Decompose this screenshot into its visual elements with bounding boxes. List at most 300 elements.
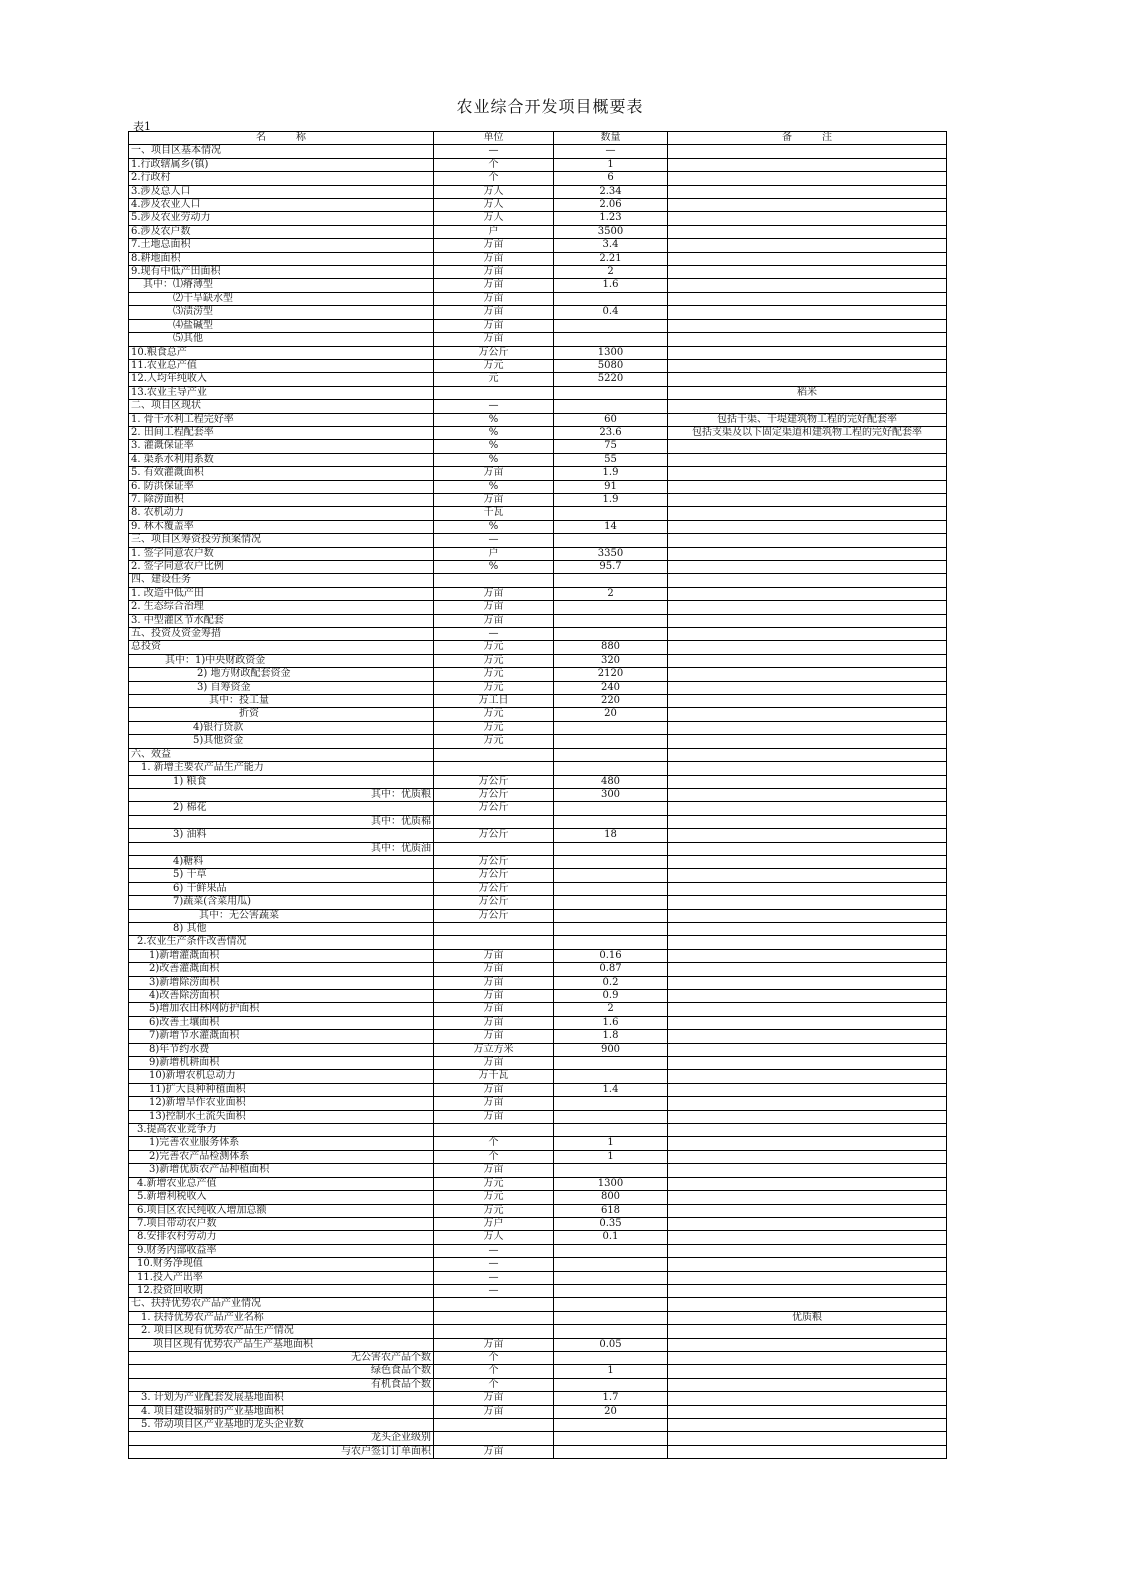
row-value [554, 1110, 668, 1123]
row-remark [668, 802, 947, 815]
row-name: 3. 灌溉保证率 [129, 440, 434, 453]
row-unit: 万公斤 [434, 346, 554, 359]
table-row [129, 735, 947, 748]
table-row [129, 1231, 947, 1244]
row-value: 300 [554, 788, 668, 801]
row-unit: 万亩 [434, 963, 554, 976]
row-remark [668, 1124, 947, 1137]
row-unit: — [434, 1258, 554, 1271]
row-remark [668, 949, 947, 962]
row-remark [668, 507, 947, 520]
row-value: 3500 [554, 225, 668, 238]
row-value [554, 1057, 668, 1070]
row-unit: — [434, 1284, 554, 1297]
row-value [554, 386, 668, 399]
table-row [129, 1177, 947, 1190]
row-name: 1)完善农业服务体系 [129, 1137, 434, 1150]
row-value: 2.06 [554, 199, 668, 212]
row-value [554, 292, 668, 305]
row-unit: 万元 [434, 359, 554, 372]
row-value: 1.7 [554, 1392, 668, 1405]
row-unit: 万公斤 [434, 829, 554, 842]
row-value: 0.16 [554, 949, 668, 962]
row-name: 4.新增农业总产值 [129, 1177, 434, 1190]
table-row [129, 681, 947, 694]
row-remark [668, 601, 947, 614]
row-name: 3. 中型灌区节水配套 [129, 614, 434, 627]
row-remark [668, 1150, 947, 1163]
row-remark [668, 1405, 947, 1418]
row-name: 2. 签字同意农户比例 [129, 561, 434, 574]
table-row [129, 1070, 947, 1083]
table-row [129, 1419, 947, 1432]
row-name: 1) 粮食 [129, 775, 434, 788]
row-unit: 万公斤 [434, 802, 554, 815]
table-row [129, 199, 947, 212]
row-name: 与农户签订订单面积 [129, 1445, 434, 1458]
table-row [129, 1351, 947, 1364]
table-row [129, 896, 947, 909]
row-value: 0.1 [554, 1231, 668, 1244]
row-value: 618 [554, 1204, 668, 1217]
row-unit [434, 1432, 554, 1445]
row-value: 1.9 [554, 467, 668, 480]
row-unit: — [434, 1271, 554, 1284]
row-unit: 万元 [434, 654, 554, 667]
row-value: 0.87 [554, 963, 668, 976]
row-name: 2. 项目区现有优势农产品生产情况 [129, 1325, 434, 1338]
row-remark [668, 641, 947, 654]
row-remark [668, 896, 947, 909]
row-value: 1300 [554, 346, 668, 359]
row-remark [668, 185, 947, 198]
row-value: 320 [554, 654, 668, 667]
row-value [554, 1258, 668, 1271]
row-name: 12.投资回收期 [129, 1284, 434, 1297]
row-name: ⑵干旱缺水型 [129, 292, 434, 305]
row-name: 2. 生态综合治理 [129, 601, 434, 614]
row-name: 五、投资及资金筹措 [129, 628, 434, 641]
row-unit: 个 [434, 1150, 554, 1163]
table-row [129, 641, 947, 654]
row-name: 9)新增机耕面积 [129, 1057, 434, 1070]
table-row [129, 587, 947, 600]
table-row [129, 668, 947, 681]
row-value [554, 1070, 668, 1083]
row-unit: 万元 [434, 1177, 554, 1190]
row-value [554, 319, 668, 332]
row-remark: 优质粮 [668, 1311, 947, 1324]
row-unit: 万亩 [434, 601, 554, 614]
row-value [554, 802, 668, 815]
row-name: 8)年节约水费 [129, 1043, 434, 1056]
table-row [129, 1445, 947, 1458]
row-value [554, 1325, 668, 1338]
row-unit: 万公斤 [434, 855, 554, 868]
table-row [129, 949, 947, 962]
row-name: 六、效益 [129, 748, 434, 761]
row-remark [668, 1097, 947, 1110]
table-row [129, 520, 947, 533]
row-remark [668, 1284, 947, 1297]
row-remark [668, 480, 947, 493]
row-value [554, 721, 668, 734]
row-remark [668, 963, 947, 976]
row-remark [668, 1110, 947, 1123]
row-remark [668, 829, 947, 842]
row-name: 2.农业生产条件改善情况 [129, 936, 434, 949]
row-name: 折资 [129, 708, 434, 721]
row-unit: 万公斤 [434, 909, 554, 922]
row-unit: 万亩 [434, 1057, 554, 1070]
row-remark [668, 158, 947, 171]
row-name: 4)糖料 [129, 855, 434, 868]
table-body [129, 145, 947, 1459]
row-unit: 万公斤 [434, 882, 554, 895]
row-unit [434, 842, 554, 855]
row-remark: 包括支渠及以下固定渠道和建筑物工程的完好配套率 [668, 426, 947, 439]
row-value: 91 [554, 480, 668, 493]
row-value: 55 [554, 453, 668, 466]
row-unit [434, 1124, 554, 1137]
row-value: 2 [554, 1003, 668, 1016]
row-name: 二、项目区现状 [129, 400, 434, 413]
table-row [129, 1164, 947, 1177]
row-remark [668, 922, 947, 935]
table-row [129, 158, 947, 171]
table-row [129, 1298, 947, 1311]
table-row [129, 1432, 947, 1445]
table-row [129, 1271, 947, 1284]
row-unit: 万亩 [434, 949, 554, 962]
table-row [129, 440, 947, 453]
row-value: 2 [554, 587, 668, 600]
row-remark [668, 976, 947, 989]
row-remark [668, 1351, 947, 1364]
table-row [129, 373, 947, 386]
table-row [129, 829, 947, 842]
row-value [554, 909, 668, 922]
row-unit: 元 [434, 373, 554, 386]
row-value [554, 1298, 668, 1311]
row-value [554, 842, 668, 855]
row-remark: 稻米 [668, 386, 947, 399]
header-remark: 备 注 [668, 132, 947, 145]
table-row [129, 628, 947, 641]
table-row [129, 976, 947, 989]
row-remark [668, 721, 947, 734]
row-remark [668, 990, 947, 1003]
row-remark [668, 1271, 947, 1284]
row-unit: 万亩 [434, 990, 554, 1003]
row-name: 10.粮食总产 [129, 346, 434, 359]
row-value [554, 815, 668, 828]
row-remark [668, 869, 947, 882]
table-row [129, 1030, 947, 1043]
row-name: 3)新增优质农产品种植面积 [129, 1164, 434, 1177]
row-remark [668, 1445, 947, 1458]
row-unit: 万亩 [434, 976, 554, 989]
row-remark [668, 1191, 947, 1204]
table-row [129, 574, 947, 587]
row-remark [668, 855, 947, 868]
row-unit: — [434, 145, 554, 158]
row-remark [668, 346, 947, 359]
row-unit: 万亩 [434, 319, 554, 332]
row-name: 2)完善农产品检测体系 [129, 1150, 434, 1163]
table-row [129, 1016, 947, 1029]
row-value: 1 [554, 1150, 668, 1163]
row-unit: 万工日 [434, 695, 554, 708]
row-name: 其中：⑴瘠薄型 [129, 279, 434, 292]
row-remark [668, 1070, 947, 1083]
row-unit: 个 [434, 172, 554, 185]
table-row [129, 453, 947, 466]
row-name: 2.行政村 [129, 172, 434, 185]
row-unit: % [434, 413, 554, 426]
row-unit: 个 [434, 1351, 554, 1364]
row-unit: 万元 [434, 721, 554, 734]
row-unit: 万公斤 [434, 788, 554, 801]
table-row [129, 1378, 947, 1391]
row-name: 总投资 [129, 641, 434, 654]
row-value [554, 762, 668, 775]
row-value [554, 896, 668, 909]
row-remark [668, 440, 947, 453]
row-value: 5220 [554, 373, 668, 386]
row-remark [668, 695, 947, 708]
table-row [129, 936, 947, 949]
row-remark [668, 628, 947, 641]
row-remark [668, 359, 947, 372]
row-value: 0.2 [554, 976, 668, 989]
row-name: 三、项目区筹资投劳预案情况 [129, 534, 434, 547]
row-name: 7.项目带动农户数 [129, 1217, 434, 1230]
row-value: 1.8 [554, 1030, 668, 1043]
row-remark [668, 534, 947, 547]
table-row [129, 775, 947, 788]
row-value: 480 [554, 775, 668, 788]
row-name: 6) 干鲜果品 [129, 882, 434, 895]
row-unit: 万亩 [434, 252, 554, 265]
table-row [129, 1311, 947, 1324]
table-row [129, 1258, 947, 1271]
table-row [129, 225, 947, 238]
row-name: 其中：无公害蔬菜 [129, 909, 434, 922]
row-remark [668, 1137, 947, 1150]
table-row [129, 614, 947, 627]
row-unit [434, 815, 554, 828]
row-unit: 个 [434, 1378, 554, 1391]
row-remark: 包括干渠、干堤建筑物工程的完好配套率 [668, 413, 947, 426]
table-row [129, 467, 947, 480]
table-row [129, 561, 947, 574]
table-row [129, 426, 947, 439]
row-value [554, 1378, 668, 1391]
row-value [554, 855, 668, 868]
row-remark [668, 520, 947, 533]
row-unit: 万亩 [434, 493, 554, 506]
row-name: 有机食品个数 [129, 1378, 434, 1391]
row-remark [668, 1177, 947, 1190]
row-name: 2) 棉花 [129, 802, 434, 815]
row-name: 13)控制水土流失面积 [129, 1110, 434, 1123]
table-row [129, 319, 947, 332]
row-remark [668, 1392, 947, 1405]
row-remark [668, 1003, 947, 1016]
row-name: 8) 其他 [129, 922, 434, 935]
table-row [129, 1284, 947, 1297]
row-remark [668, 1244, 947, 1257]
row-value [554, 534, 668, 547]
row-remark [668, 1432, 947, 1445]
row-unit [434, 762, 554, 775]
row-name: 5.涉及农业劳动力 [129, 212, 434, 225]
row-value [554, 922, 668, 935]
row-value [554, 936, 668, 949]
table-row [129, 292, 947, 305]
table-row [129, 1083, 947, 1096]
row-value: 900 [554, 1043, 668, 1056]
row-unit: % [434, 440, 554, 453]
row-value: 3350 [554, 547, 668, 560]
row-name: 12)新增旱作农业面积 [129, 1097, 434, 1110]
row-unit: 万亩 [434, 292, 554, 305]
row-unit: 万亩 [434, 1445, 554, 1458]
table-row [129, 239, 947, 252]
row-name: 7)新增节水灌溉面积 [129, 1030, 434, 1043]
row-unit: 万亩 [434, 1016, 554, 1029]
row-remark [668, 882, 947, 895]
row-value [554, 507, 668, 520]
row-unit: 户 [434, 225, 554, 238]
row-unit: 户 [434, 547, 554, 560]
row-name: 6)改善土壤面积 [129, 1016, 434, 1029]
row-name: 12.人均年纯收入 [129, 373, 434, 386]
row-value [554, 735, 668, 748]
row-name: 1. 骨干水利工程完好率 [129, 413, 434, 426]
row-name: 11.投入产出率 [129, 1271, 434, 1284]
row-name: 4)改善除涝面积 [129, 990, 434, 1003]
table-row [129, 212, 947, 225]
row-name: 5. 有效灌溉面积 [129, 467, 434, 480]
row-remark [668, 561, 947, 574]
row-remark [668, 373, 947, 386]
row-name: 其中：投工量 [129, 695, 434, 708]
table-row [129, 855, 947, 868]
table-row [129, 1325, 947, 1338]
row-unit: 万亩 [434, 587, 554, 600]
row-name: 10)新增农机总动力 [129, 1070, 434, 1083]
row-unit: % [434, 520, 554, 533]
row-name: 无公害农产品个数 [129, 1351, 434, 1364]
table-row [129, 386, 947, 399]
row-unit: 万元 [434, 1204, 554, 1217]
row-remark [668, 1338, 947, 1351]
row-unit: 万公斤 [434, 896, 554, 909]
row-value: 1 [554, 1137, 668, 1150]
row-name: 1. 签字同意农户数 [129, 547, 434, 560]
row-unit: 万亩 [434, 333, 554, 346]
row-value: 1.9 [554, 493, 668, 506]
row-remark [668, 453, 947, 466]
row-name: 一、项目区基本情况 [129, 145, 434, 158]
row-name: 3.提高农业竞争力 [129, 1124, 434, 1137]
row-remark [668, 1365, 947, 1378]
row-remark [668, 1217, 947, 1230]
row-unit: 万公斤 [434, 775, 554, 788]
table-row [129, 172, 947, 185]
row-name: 11)扩大良种种植面积 [129, 1083, 434, 1096]
row-value: 1.23 [554, 212, 668, 225]
row-value [554, 1419, 668, 1432]
row-name: 5.新增利税收入 [129, 1191, 434, 1204]
row-remark [668, 762, 947, 775]
header-value: 数量 [554, 132, 668, 145]
row-unit: — [434, 400, 554, 413]
table-row [129, 145, 947, 158]
table-row [129, 815, 947, 828]
table-row [129, 748, 947, 761]
row-remark [668, 1231, 947, 1244]
row-unit: 万亩 [434, 1030, 554, 1043]
row-remark [668, 614, 947, 627]
row-remark [668, 400, 947, 413]
row-name: 4. 项目建设辐射的产业基地面积 [129, 1405, 434, 1418]
row-remark [668, 1043, 947, 1056]
row-name: 8. 农机动力 [129, 507, 434, 520]
row-unit: 万亩 [434, 266, 554, 279]
row-remark [668, 1378, 947, 1391]
row-unit: 万亩 [434, 1097, 554, 1110]
row-unit [434, 1311, 554, 1324]
row-remark [668, 493, 947, 506]
row-remark [668, 467, 947, 480]
row-unit: 万亩 [434, 1392, 554, 1405]
row-value [554, 1432, 668, 1445]
table-row [129, 1204, 947, 1217]
row-name: 5)其他资金 [129, 735, 434, 748]
row-value [554, 400, 668, 413]
row-remark [668, 842, 947, 855]
row-name: 四、建设任务 [129, 574, 434, 587]
row-remark [668, 279, 947, 292]
row-name: 1.行政辖属乡(镇) [129, 158, 434, 171]
row-unit [434, 574, 554, 587]
table-row [129, 185, 947, 198]
row-unit: 万亩 [434, 239, 554, 252]
row-name: 4. 渠系水利用系数 [129, 453, 434, 466]
table-row [129, 359, 947, 372]
table-row [129, 333, 947, 346]
row-name: 其中：优质粮 [129, 788, 434, 801]
row-value: 800 [554, 1191, 668, 1204]
row-unit [434, 922, 554, 935]
row-value: 75 [554, 440, 668, 453]
row-value [554, 1311, 668, 1324]
table-row [129, 1191, 947, 1204]
row-remark [668, 681, 947, 694]
row-remark [668, 1419, 947, 1432]
row-unit: 万人 [434, 185, 554, 198]
row-name: 1. 改造中低产田 [129, 587, 434, 600]
row-name: 6.项目区农民纯收入增加总额 [129, 1204, 434, 1217]
row-unit: % [434, 561, 554, 574]
table-row [129, 695, 947, 708]
row-value [554, 1351, 668, 1364]
row-unit: 万立方米 [434, 1043, 554, 1056]
row-value [554, 869, 668, 882]
